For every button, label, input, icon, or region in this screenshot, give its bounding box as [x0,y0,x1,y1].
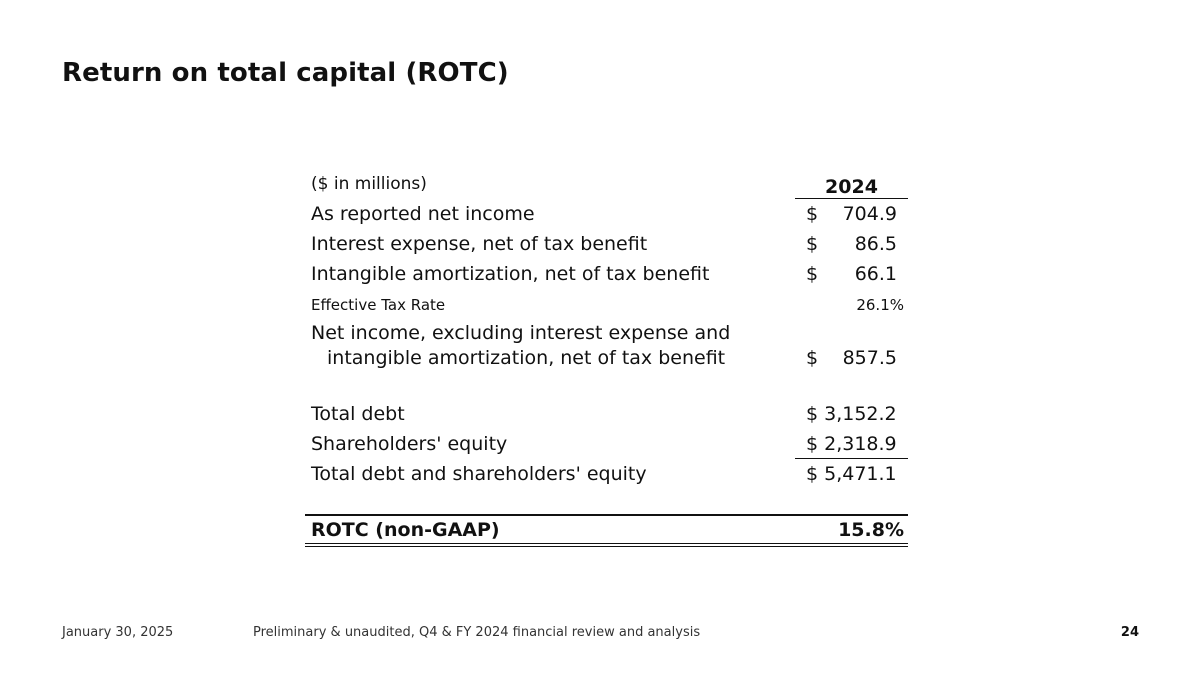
row-value: $ 3,152.2 [806,403,897,425]
row-value: 66.1 [854,263,897,285]
units-label: ($ in millions) [311,174,427,194]
rotc-label: ROTC (non-GAAP) [311,519,500,541]
currency-symbol: $ [806,347,819,369]
row-value: 26.1% [856,296,904,314]
row-label: Interest expense, net of tax benefit [311,233,648,255]
row-label: Shareholders' equity [311,433,508,455]
year-underline [795,198,908,199]
row-value: $ 5,471.1 [806,463,897,485]
rotc-top-rule [305,514,908,516]
row-label: Intangible amortization, net of tax benefit [311,263,710,285]
slide-title: Return on total capital (ROTC) [62,58,509,88]
currency-symbol: $ [806,233,819,255]
footer-date: January 30, 2025 [62,625,174,640]
rotc-double-rule-1 [305,543,908,544]
currency-symbol: $ [806,263,819,285]
row-label: Total debt and shareholders' equity [311,463,647,485]
year-header: 2024 [825,176,878,198]
footer-description: Preliminary & unaudited, Q4 & FY 2024 financial review and analysis [253,625,701,640]
rotc-table [305,168,908,558]
row-value: 86.5 [854,233,897,255]
row-value: 704.9 [842,203,897,225]
rotc-value: 15.8% [838,519,904,541]
row-label-line2: intangible amortization, net of tax benefit [327,347,726,369]
subtotal-rule [795,458,908,459]
currency-symbol: $ [806,203,819,225]
page-number: 24 [1120,625,1139,640]
row-label-line1: Net income, excluding interest expense and [311,322,731,344]
row-label: As reported net income [311,203,535,225]
row-label: Effective Tax Rate [311,296,446,314]
row-label: Total debt [311,403,405,425]
rotc-double-rule-2 [305,546,908,547]
row-value: $ 2,318.9 [806,433,897,455]
row-value: 857.5 [842,347,897,369]
